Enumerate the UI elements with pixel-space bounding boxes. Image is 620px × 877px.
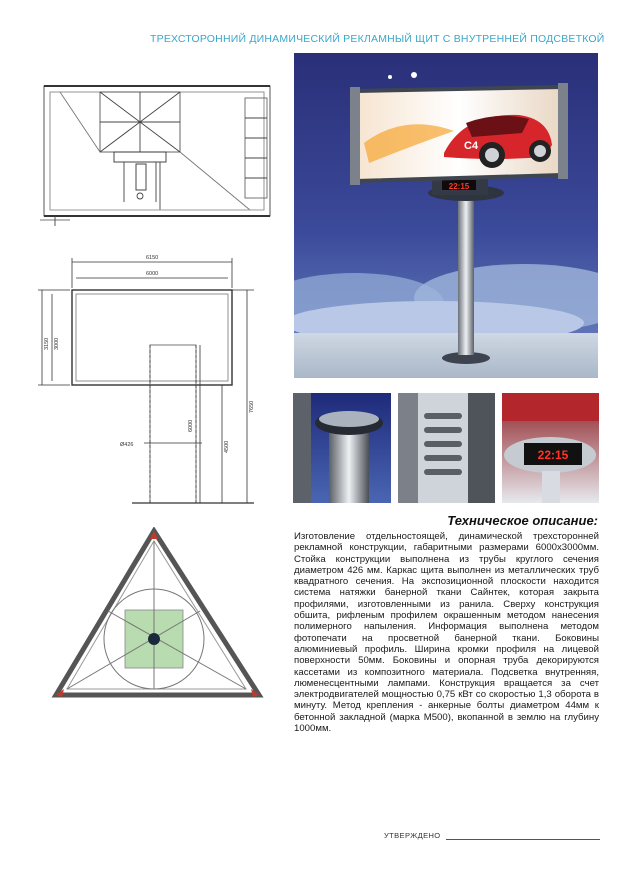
side-section-drawing	[40, 78, 275, 228]
description-heading: Техническое описание:	[447, 513, 598, 528]
thumb-clock-display: 22:15	[537, 448, 569, 462]
billboard-main-photo	[294, 53, 598, 378]
dim-pole-height: 6000	[188, 419, 194, 432]
dim-ground-height: 4500	[224, 440, 230, 453]
dim-total-width: 6150	[146, 255, 159, 261]
approval-signature-line	[446, 839, 600, 840]
dim-overall-height: 7650	[249, 400, 255, 413]
page-title: ТРЕХСТОРОННИЙ ДИНАМИЧЕСКИЙ РЕКЛАМНЫЙ ЩИТ С ВНУТРЕННЕЙ ПОДСВЕТКОЙ	[150, 33, 605, 45]
triangle-plan-drawing	[50, 527, 265, 702]
detail-photo-clock	[502, 393, 599, 503]
detail-photo-side-profile	[398, 393, 495, 503]
approval-label: УТВЕРЖДЕНО	[384, 831, 441, 840]
approval-block	[384, 830, 604, 842]
dim-panel-width: 6000	[146, 271, 159, 277]
dim-pole-diameter: Ø426	[120, 442, 134, 448]
photo-clock-display: 22:15	[448, 182, 470, 191]
photo-sign-brand: C4	[464, 140, 479, 152]
front-elevation-drawing	[32, 250, 272, 515]
description-body: Изготовление отдельностоящей, динамической трехсторонней рекламной конструкции, габаритными размерами 6000х3000мм. Стойка конструкции выполнена из трубы круглого сечения диаметром 426 мм. Каркас щита выполнен из металлических труб квадратного сечения. На экспозиционной плоскости находится система натяжки банерной ткани Сайнтек, которая закрыта профилями, изготовленными из ранила. Сверху конструкция обшита, рифленым профилем окрашенным методом нанесения полимерного напыления. Информация выполнена методом фотопечати на просветной банерной ткани. Боковины алюминиевый профиль. Ширина кромки профиля на лицевой поверхности 50мм. Боковины и опорная труба декорируются кассетами из композитного материала. Подсветка внутренняя, люменесцентными лампами. Конструкция вращается за счет электродвигателей мощностью 0,75 кВт со скоростью 1,3 оборота в минуту. Метод крепления - анкерные болты диаметром 44мм к бетонной закладной (марка М500), вкопанной в землю на глубину 1000мм.	[294, 531, 599, 735]
dim-total-height: 3150	[44, 337, 50, 350]
detail-photo-pole	[293, 393, 391, 503]
dim-panel-height: 3000	[54, 337, 60, 350]
